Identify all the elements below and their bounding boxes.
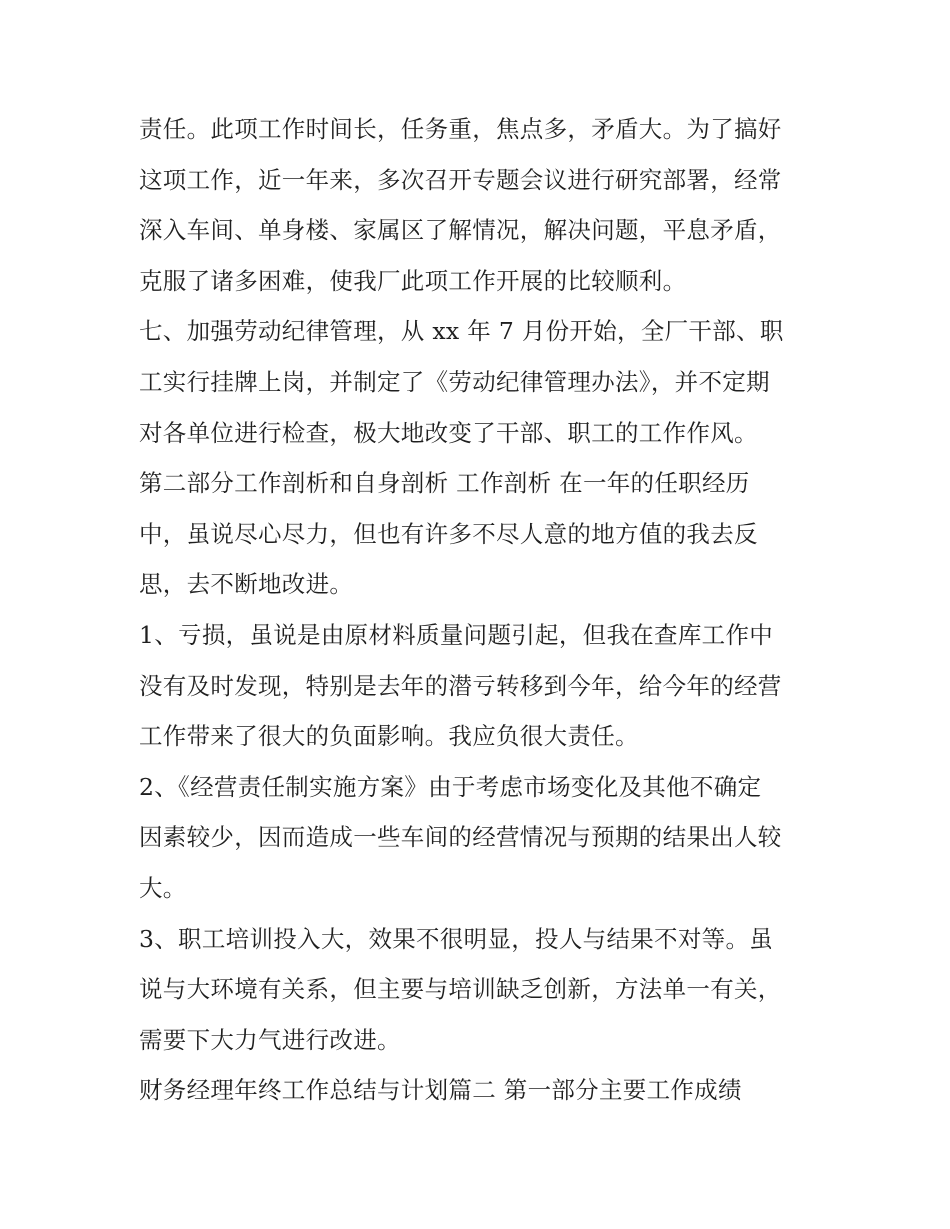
list-item-line: 3、职工培训投入大，效果不很明显，投人与结果不对等。虽 <box>139 924 774 953</box>
text-line: 大。 <box>139 873 187 902</box>
document-body <box>139 104 829 1116</box>
text-line: 深入车间、单身楼、家属区了解情况，解决问题，平息矛盾， <box>139 216 782 245</box>
text-line: 工作带来了很大的负面影响。我应负很大责任。 <box>139 722 639 751</box>
section-heading-line: 第二部分工作剖析和自身剖析 工作剖析 在一年的任职经历 <box>139 469 750 498</box>
text-line: 中，虽说尽心尽力，但也有许多不尽人意的地方值的我去反 <box>139 519 758 548</box>
text-line: 克服了诸多困难，使我厂此项工作开展的比较顺利。 <box>139 266 687 295</box>
text-line: 因素较少，因而造成一些车间的经营情况与预期的结果出人较 <box>139 823 782 852</box>
text-line: 没有及时发现，特别是去年的潜亏转移到今年，给今年的经营 <box>139 671 782 700</box>
list-item-line: 2、《经营责任制实施方案》由于考虑市场变化及其他不确定 <box>139 772 762 801</box>
text-line: 这项工作，近一年来，多次召开专题会议进行研究部署，经常 <box>139 165 782 194</box>
section-heading-line: 财务经理年终工作总结与计划篇二 第一部分主要工作成绩 <box>139 1076 742 1105</box>
text-line: 工实行挂牌上岗，并制定了《劳动纪律管理办法》，并不定期 <box>139 367 770 396</box>
list-item-line: 1、亏损，虽说是由原材料质量问题引起，但我在查库工作中 <box>139 620 774 649</box>
text-line: 责任。此项工作时间长，任务重，焦点多，矛盾大。为了搞好 <box>139 115 782 143</box>
text-line: 需要下大力气进行改进。 <box>139 1025 401 1054</box>
text-line: 思，去不断地改进。 <box>139 570 354 599</box>
text-line: 说与大环境有关系，但主要与培训缺乏创新，方法单一有关， <box>139 975 782 1004</box>
text-line: 对各单位进行检查，极大地改变了干部、职工的工作作风。 <box>139 418 758 447</box>
text-line: 七、加强劳动纪律管理，从 xx 年 7 月份开始，全厂干部、职 <box>139 317 784 346</box>
